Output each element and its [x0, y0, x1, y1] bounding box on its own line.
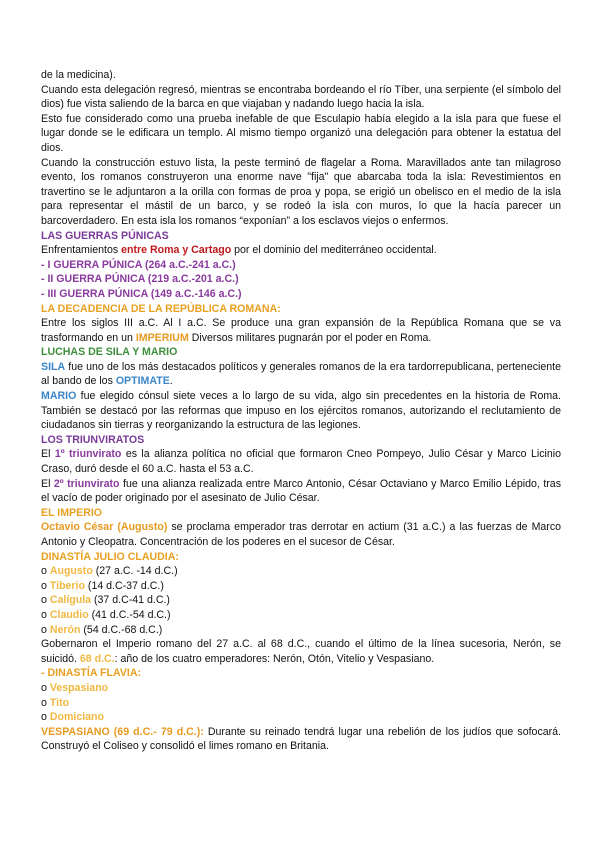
section-heading-luchas: LUCHAS DE SILA Y MARIO — [41, 346, 178, 359]
julio-claudia-summary — [41, 637, 561, 666]
text: Diversos militares pugnarán por el poder en Roma. — [188, 331, 432, 344]
text: por el dominio del mediterráneo occidental. — [231, 244, 437, 257]
text: Enfrentamientos — [41, 244, 122, 257]
text: Gobernaron el Imperio romano del 27 a.C. al 68 d.C., cuando el último de la línea sucesoria, Nerón, se suicidó. — [41, 638, 561, 665]
name-sila: SILA — [41, 360, 66, 373]
bullet: o — [41, 696, 50, 709]
list-item-punica-3: - III GUERRA PÚNICA (149 a.C.-146 a.C.) — [41, 287, 242, 300]
paragraph: Cuando esta delegación regresó, mientras se encontraba bordeando el río Tíber, una serpiente (el símbolo del dios) fue vista saliendo de la barca en que viajaban y nadando luego hacia la isla. — [41, 83, 561, 111]
bullet: o — [41, 579, 50, 592]
paragraph: Cuando la construcción estuvo lista, la peste terminó de flagelar a Roma. Maravillados ante tan milagroso evento, los romanos construyeron una enorme nave "fija" que abarcaba toda la isla: Revestimientos en travertino se le adjuntaron a la orilla con formas de proa y popa, se erigió un obelisco en el medio de la isla para representar el mástil de un barco, y se rodeó la isla con muros, lo que la hacía parecer un barcoverdadero. En esta isla los romanos “exponían” a los esclavos viejos o enfermos. — [41, 156, 561, 227]
list-item-punica-1: - I GUERRA PÚNICA (264 a.C.-241 a.C.) — [41, 258, 236, 271]
emperor-dates: (27 a.C. -14 d.C.) — [92, 565, 178, 578]
mario-paragraph — [41, 389, 561, 433]
emperor-name: Nerón — [49, 623, 81, 636]
section-heading-flavia: - DINASTÍA FLAVIA: — [41, 667, 142, 680]
text: El — [41, 477, 54, 490]
list-item-caligula — [41, 593, 561, 608]
list-item-punica-2: - II GUERRA PÚNICA (219 a.C.-201 a.C.) — [41, 273, 239, 286]
highlight-optimate: OPTIMATE — [115, 375, 170, 388]
bullet: o — [41, 608, 50, 621]
octavio-paragraph — [41, 520, 561, 549]
punicas-intro — [41, 243, 561, 258]
text: : año de los cuatro emperadores: Nerón, Otón, Vitelio y Vespasiano. — [114, 652, 435, 665]
bullet: o — [41, 565, 50, 578]
emperor-name: Vespasiano — [49, 681, 109, 694]
section-heading-decadencia: LA DECADENCIA DE LA REPÚBLICA ROMANA: — [41, 302, 281, 315]
list-item-claudio — [41, 608, 561, 623]
text: El — [41, 448, 55, 461]
emperor-dates: (41 d.C.-54 d.C.) — [88, 608, 171, 621]
text: se proclama emperador tras derrotar en actium (31 a.C.) a las fuerzas de Marco Antonio y Cleopatra. Concentración de los poderes en el sucesor de César. — [41, 521, 562, 548]
sila-paragraph — [41, 360, 561, 389]
emperor-name: Augusto — [49, 565, 93, 578]
highlight-triunvirato-2: 2º triunvirato — [53, 477, 120, 490]
bullet: o — [41, 681, 50, 694]
section-heading-triunviratos: LOS TRIUNVIRATOS — [41, 433, 145, 446]
decadencia-paragraph — [41, 316, 561, 345]
emperor-dates: (14 d.C-37 d.C.) — [84, 579, 164, 592]
text: . — [169, 375, 173, 388]
list-item-tito — [41, 696, 561, 711]
section-heading-imperio: EL IMPERIO — [41, 506, 103, 519]
highlight-roma-cartago: entre Roma y Cartago — [121, 244, 232, 257]
bullet: o — [41, 711, 50, 724]
emperor-dates: (54 d.C.-68 d.C.) — [80, 623, 163, 636]
highlight-triunvirato-1: 1º triunvirato — [54, 448, 122, 461]
list-item-tiberio — [41, 579, 561, 594]
text: Entre los siglos III a.C. Al I a.C. Se produce una gran expansión de la República Romana que se va trasformando en un — [41, 317, 561, 344]
vespasiano-paragraph — [41, 725, 561, 754]
triunvirato-2-paragraph — [41, 477, 561, 506]
section-heading-julio-claudia: DINASTÍA JULIO CLAUDIA: — [41, 550, 179, 563]
text: es la alianza política no oficial que formaron Cneo Pompeyo, Julio César y Marco Licinio Craso, duró desde el 60 a.C. hasta el 53 a.C. — [41, 448, 561, 476]
emperor-name: Domiciano — [49, 711, 104, 724]
paragraph: Esto fue considerado como una prueba inefable de que Esculapio había elegido a la isla para que fuese el lugar donde se le edificara un templo. Al mismo tiempo organizó una delegación para obtener la estatua del dios. — [41, 112, 561, 154]
emperor-name: Claudio — [49, 608, 89, 621]
highlight-68-dc: 68 d.C. — [79, 652, 115, 665]
emperor-name: Tito — [49, 696, 70, 709]
text: fue uno de los más destacados políticos y generales romanos de la era tardorrepublicana, perteneciente al bando de los — [41, 360, 561, 388]
emperor-name: Tiberio — [49, 579, 85, 592]
bullet: o — [41, 594, 50, 607]
emperor-name: Calígula — [49, 594, 92, 607]
list-item-domiciano — [41, 710, 561, 725]
triunvirato-1-paragraph — [41, 447, 561, 476]
name-vespasiano: VESPASIANO (69 d.C.- 79 d.C.): — [41, 725, 204, 738]
emperor-dates: (37 d.C-41 d.C.) — [91, 594, 170, 607]
list-item-vespasiano — [41, 681, 561, 696]
highlight-imperium: IMPERIUM — [135, 331, 189, 344]
name-octavio: Octavio César (Augusto) — [41, 521, 168, 534]
page-content — [41, 68, 561, 754]
text: fue una alianza realizada entre Marco Antonio, César Octaviano y Marco Emilio Lépido, tras el vacío de poder originado por el asesinato de Julio César. — [41, 477, 561, 505]
text: Durante su reinado tendrá lugar una rebelión de los judíos que sofocará. Construyó el Coliseo y consolidó el limes romano en Britania. — [41, 725, 561, 753]
list-item-augusto — [41, 564, 561, 579]
text: fue elegido cónsul siete veces a lo largo de su vida, algo sin precedentes en la historia de Roma. También se destacó por las reformas que impuso en los ejércitos romanos, autorizando el reclutamiento de ciudadanos sin tierras y reorganizando la estructura de las legiones. — [41, 390, 561, 432]
name-mario: MARIO — [41, 390, 77, 403]
list-item-neron — [41, 623, 561, 638]
section-heading-punicas: LAS GUERRAS PÚNICAS — [41, 229, 169, 242]
paragraph: de la medicina). — [41, 69, 116, 81]
bullet: o — [41, 623, 50, 636]
